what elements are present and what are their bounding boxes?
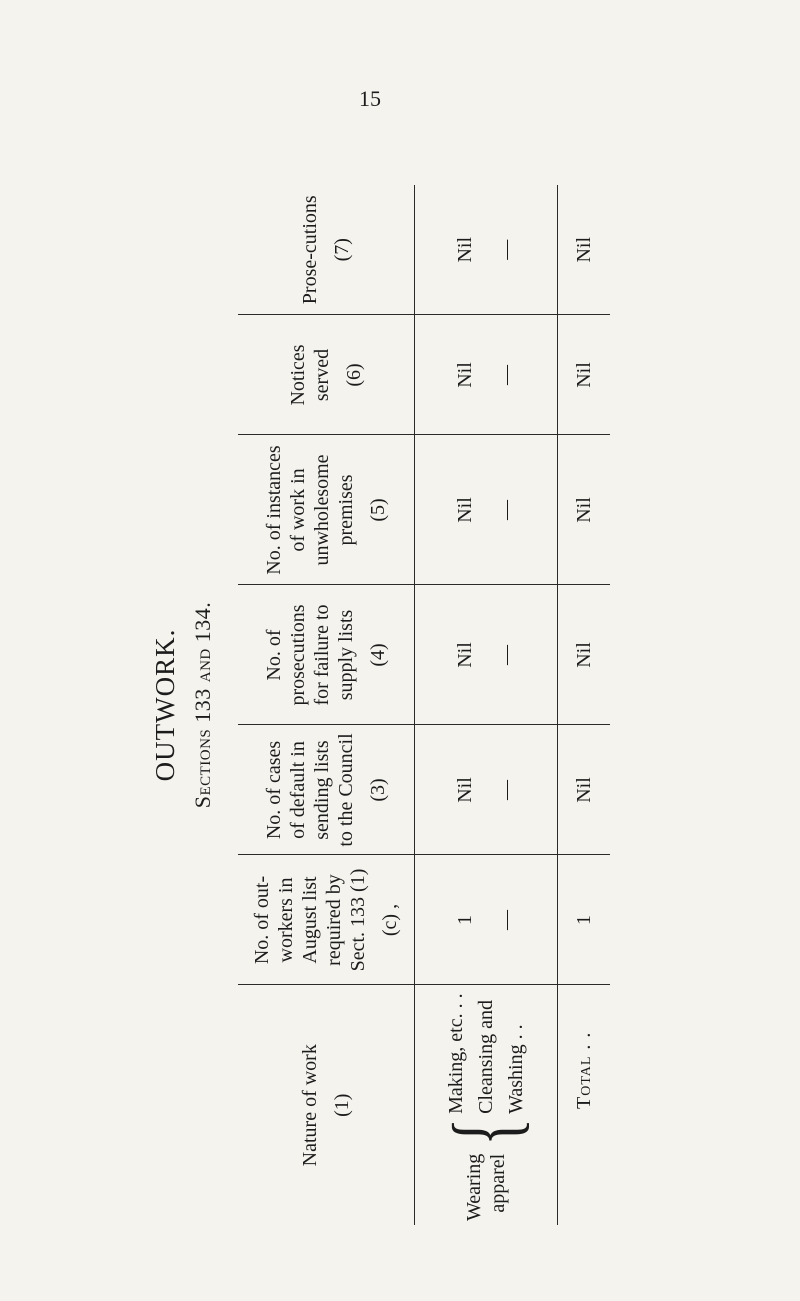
- column-header: Prose-cutions (7): [238, 185, 415, 315]
- table-cell: Nil: [558, 315, 610, 435]
- table-header-row: [238, 185, 415, 1225]
- section-subtitle: Sections 133 and 134.: [190, 601, 215, 809]
- rotated-page-content: [150, 185, 620, 1225]
- brace-icon: {: [433, 1117, 538, 1146]
- table-cell: Nil: [558, 725, 610, 855]
- table-cell: 1 —: [415, 855, 558, 985]
- outwork-table: [238, 185, 610, 1225]
- table-row: [415, 185, 558, 1225]
- table-cell: Nil —: [415, 585, 558, 725]
- table-cell: Nil: [558, 435, 610, 585]
- nature-making: Making, etc. . .: [445, 993, 468, 1114]
- table-cell: 1: [558, 855, 610, 985]
- table-cell: Nil —: [415, 435, 558, 585]
- column-header: No. of cases of default in sending lists to the Council (3): [238, 725, 415, 855]
- column-header: No. of prosecutions for failure to supply lists (4): [238, 585, 415, 725]
- column-header: No. of instances of work in unwholesome premises (5): [238, 435, 415, 585]
- column-header: Notices served (6): [238, 315, 415, 435]
- table-cell: Nil: [558, 185, 610, 315]
- total-label-cell: Total . .: [558, 985, 610, 1225]
- column-header: No. of out-workers in August list required by Sect. 133 (1) (c) ,: [238, 855, 415, 985]
- table-cell: Nil —: [415, 315, 558, 435]
- group-label: Wearing apparel: [463, 1153, 510, 1221]
- page-number: 15: [359, 86, 381, 111]
- table-cell: Nil —: [415, 725, 558, 855]
- nature-cell: [415, 985, 558, 1225]
- page-title: OUTWORK.: [150, 628, 180, 782]
- nature-cleansing: Cleansing and Washing . .: [475, 1000, 528, 1114]
- total-row: [558, 185, 610, 1225]
- table-cell: Nil: [558, 585, 610, 725]
- table-cell: Nil —: [415, 185, 558, 315]
- column-header: Nature of work (1): [238, 985, 415, 1225]
